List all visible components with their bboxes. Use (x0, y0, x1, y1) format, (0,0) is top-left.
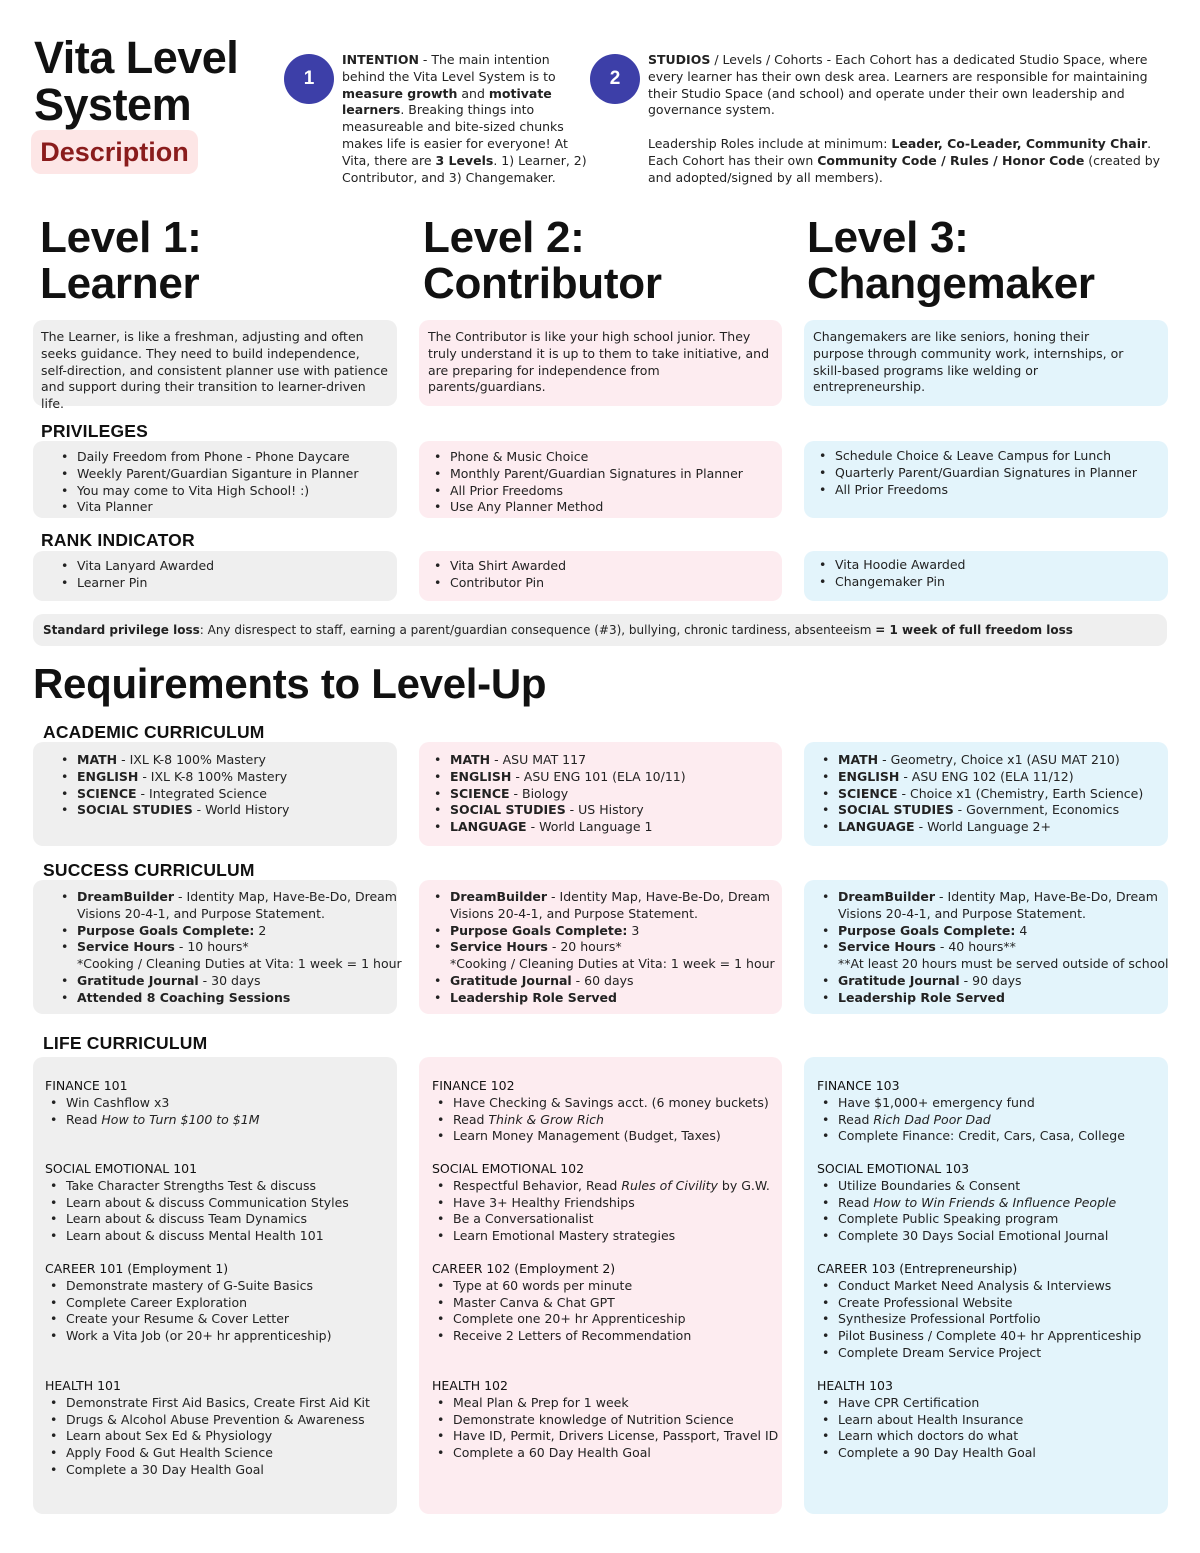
list-item: • Have 3+ Healthy Friendships (432, 1195, 770, 1212)
page-title (34, 34, 238, 128)
list-item: • Phone & Music Choice (429, 449, 778, 466)
career-102: CAREER 102 (Employment 2) • Type at 60 words per minute • Master Canva & Chat GPT • Complete one 20+ hr Apprenticeship • Receive 2 Letters of Recommendation (432, 1261, 691, 1345)
list-item: • All Prior Freedoms (814, 482, 1164, 499)
list-item: • Changemaker Pin (814, 574, 1164, 591)
list-item: • Receive 2 Letters of Recommendation (432, 1328, 691, 1345)
life-curriculum-heading: LIFE CURRICULUM (43, 1033, 208, 1053)
list-item: • Vita Lanyard Awarded (56, 558, 393, 575)
list-item: • Complete 30 Days Social Emotional Journal (817, 1228, 1116, 1245)
list-item: • Leadership Role Served (817, 990, 1166, 1007)
list-item: • MATH - ASU MAT 117 (429, 752, 778, 769)
social-emotional-101: SOCIAL EMOTIONAL 101 • Take Character Strengths Test & discuss • Learn about & discuss Communication Styles • Learn about & discuss Team Dynamics • Learn about & discuss Mental Health 101 (45, 1161, 349, 1245)
list-item: • Complete one 20+ hr Apprenticeship (432, 1311, 691, 1328)
social-emotional-102: SOCIAL EMOTIONAL 102 • Respectful Behavior, Read Rules of Civility by G.W. • Have 3+ Healthy Friendships • Be a Conversationalist • Learn Emotional Mastery strategies (432, 1161, 770, 1245)
title-line-2: System (34, 79, 192, 130)
list-item: • Learn about & discuss Team Dynamics (45, 1211, 349, 1228)
list-item: • Use Any Planner Method (429, 499, 778, 516)
level-1-life (33, 1057, 397, 1514)
level-3-success (804, 880, 1168, 1014)
list-item: • Learn about & discuss Mental Health 101 (45, 1228, 349, 1245)
list-item: • ENGLISH - IXL K-8 100% Mastery (56, 769, 393, 786)
list-item: • Read Rich Dad Poor Dad (817, 1112, 1125, 1129)
list-item: • Read How to Turn $100 to $1M (45, 1112, 260, 1129)
list-item: • Contributor Pin (429, 575, 778, 592)
list-item: • Monthly Parent/Guardian Signatures in Planner (429, 466, 778, 483)
title-line-1: Vita Level (34, 32, 239, 83)
list-item: • All Prior Freedoms (429, 483, 778, 500)
list-item: • Demonstrate mastery of G-Suite Basics (45, 1278, 331, 1295)
list-item: • Gratitude Journal - 90 days (817, 973, 1166, 990)
list-item: • DreamBuilder - Identity Map, Have-Be-Do, Dream Visions 20-4-1, and Purpose Statement. (429, 889, 780, 923)
list-item: • Have $1,000+ emergency fund (817, 1095, 1125, 1112)
list-item: • Learner Pin (56, 575, 393, 592)
list-item: • Type at 60 words per minute (432, 1278, 691, 1295)
list-item: • Create Professional Website (817, 1295, 1141, 1312)
list-item: • Schedule Choice & Leave Campus for Lunch (814, 448, 1164, 465)
description-label: Description (40, 137, 189, 167)
list-item: • SCIENCE - Integrated Science (56, 786, 393, 803)
list-item: • Drugs & Alcohol Abuse Prevention & Awareness (45, 1412, 370, 1429)
finance-103: FINANCE 103 • Have $1,000+ emergency fund • Read Rich Dad Poor Dad • Complete Finance: Credit, Cars, Casa, College (817, 1078, 1125, 1145)
finance-102: FINANCE 102 • Have Checking & Savings acct. (6 money buckets) • Read Think & Grow Rich • Learn Money Management (Budget, Taxes) (432, 1078, 769, 1145)
list-item: • Service Hours - 40 hours** **At least 20 hours must be served outside of school (817, 939, 1166, 973)
list-item: • LANGUAGE - World Language 2+ (817, 819, 1164, 836)
level-1-privileges (33, 441, 397, 518)
rank-indicator-heading: RANK INDICATOR (41, 530, 195, 550)
list-item: • Purpose Goals Complete: 2 (56, 923, 395, 940)
list-item: • Learn about Sex Ed & Physiology (45, 1428, 370, 1445)
level-2-life (419, 1057, 782, 1514)
list-item: • Meal Plan & Prep for 1 week (432, 1395, 778, 1412)
list-item: • Daily Freedom from Phone - Phone Daycare (56, 449, 393, 466)
level-2-rank (419, 551, 782, 601)
list-item: • You may come to Vita High School! :) (56, 483, 393, 500)
privilege-loss-note: Standard privilege loss: Any disrespect to staff, earning a parent/guardian consequence (#3), bullying, chronic tardiness, absenteeism = 1 week of full freedom loss (33, 614, 1167, 646)
list-item: • Learn about & discuss Communication Styles (45, 1195, 349, 1212)
list-item: • Learn which doctors do what (817, 1428, 1036, 1445)
intention-text: INTENTION - The main intention behind the Vita Level System is to measure growth and motivate learners. Breaking things into measureable and bite-sized chunks makes life is easier for everyone! At Vita, there are 3 Levels. 1) Learner, 2) Contributor, and 3) Changemaker. (342, 52, 587, 185)
level-1-title: Level 1: Learner (40, 213, 202, 308)
list-item: • Complete a 60 Day Health Goal (432, 1445, 778, 1462)
level-3-title: Level 3: Changemaker (807, 213, 1095, 308)
level-2-description: The Contributor is like your high school junior. They truly understand it is up to them to take initiative, and are preparing for independence from parents/guardians. (419, 320, 782, 406)
list-item: • ENGLISH - ASU ENG 101 (ELA 10/11) (429, 769, 778, 786)
level-2-success (419, 880, 782, 1014)
list-item: • Synthesize Professional Portfolio (817, 1311, 1141, 1328)
list-item: • MATH - Geometry, Choice x1 (ASU MAT 210) (817, 752, 1164, 769)
list-item: • SOCIAL STUDIES - World History (56, 802, 393, 819)
list-item: • Win Cashflow x3 (45, 1095, 260, 1112)
level-1-rank (33, 551, 397, 601)
level-1-success (33, 880, 402, 1014)
health-103: HEALTH 103 • Have CPR Certification • Learn about Health Insurance • Learn which doctors do what • Complete a 90 Day Health Goal (817, 1378, 1036, 1462)
list-item: • Vita Planner (56, 499, 393, 516)
list-item: • Complete Finance: Credit, Cars, Casa, College (817, 1128, 1125, 1145)
list-item: • SCIENCE - Choice x1 (Chemistry, Earth Science) (817, 786, 1164, 803)
level-3-academic (804, 742, 1168, 846)
list-item: • ENGLISH - ASU ENG 102 (ELA 11/12) (817, 769, 1164, 786)
number-badge-2: 2 (590, 54, 640, 104)
level-3-rank (804, 551, 1168, 601)
list-item: • Demonstrate First Aid Basics, Create First Aid Kit (45, 1395, 370, 1412)
list-item: • DreamBuilder - Identity Map, Have-Be-Do, Dream Visions 20-4-1, and Purpose Statement. (817, 889, 1166, 923)
health-101: HEALTH 101 • Demonstrate First Aid Basics, Create First Aid Kit • Drugs & Alcohol Abuse Prevention & Awareness • Learn about Sex Ed & Physiology • Apply Food & Gut Health Science • Complete a 30 Day Health Goal (45, 1378, 370, 1479)
level-1-academic (33, 742, 397, 846)
list-item: • Purpose Goals Complete: 3 (429, 923, 780, 940)
list-item: • Create your Resume & Cover Letter (45, 1311, 331, 1328)
list-item: • Quarterly Parent/Guardian Signatures in Planner (814, 465, 1164, 482)
social-emotional-103: SOCIAL EMOTIONAL 103 • Utilize Boundaries & Consent • Read How to Win Friends & Influence People • Complete Public Speaking program • Complete 30 Days Social Emotional Journal (817, 1161, 1116, 1245)
list-item: • Demonstrate knowledge of Nutrition Science (432, 1412, 778, 1429)
list-item: • Be a Conversationalist (432, 1211, 770, 1228)
list-item: • Complete Career Exploration (45, 1295, 331, 1312)
success-curriculum-heading: SUCCESS CURRICULUM (43, 860, 255, 880)
list-item: • Learn about Health Insurance (817, 1412, 1036, 1429)
list-item: • Leadership Role Served (429, 990, 780, 1007)
list-item: • Have Checking & Savings acct. (6 money buckets) (432, 1095, 769, 1112)
list-item: • Weekly Parent/Guardian Siganture in Planner (56, 466, 393, 483)
list-item: • Have CPR Certification (817, 1395, 1036, 1412)
list-item: • Vita Hoodie Awarded (814, 557, 1164, 574)
level-3-life (804, 1057, 1168, 1514)
list-item: • Pilot Business / Complete 40+ hr Apprenticeship (817, 1328, 1141, 1345)
list-item: • Work a Vita Job (or 20+ hr apprenticeship) (45, 1328, 331, 1345)
list-item: • Have ID, Permit, Drivers License, Passport, Travel ID (432, 1428, 778, 1445)
list-item: • MATH - IXL K-8 100% Mastery (56, 752, 393, 769)
level-1-description: The Learner, is like a freshman, adjusting and often seeks guidance. They need to build independence, self-direction, and consistent planner use with patience and support during their transition to learner-driven life. (33, 320, 397, 406)
list-item: • Vita Shirt Awarded (429, 558, 778, 575)
description-pill (31, 130, 198, 174)
list-item: • Learn Emotional Mastery strategies (432, 1228, 770, 1245)
level-2-academic (419, 742, 782, 846)
list-item: • Utilize Boundaries & Consent (817, 1178, 1116, 1195)
list-item: • Conduct Market Need Analysis & Interviews (817, 1278, 1141, 1295)
level-2-title: Level 2: Contributor (423, 213, 662, 308)
list-item: • Respectful Behavior, Read Rules of Civility by G.W. (432, 1178, 770, 1195)
studios-text: STUDIOS / Levels / Cohorts - Each Cohort has a dedicated Studio Space, where every learner has their own desk area. Learners are responsible for maintaining their Studio Space (and school) and operate under their own leadership and governance system. Leadership Roles include at minimum: Leader, Co-Leader, Community Chair. Each Cohort has their own Community Code / Rules / Honor Code (created by and adopted/signed by all members). (648, 52, 1161, 185)
requirements-heading: Requirements to Level-Up (33, 660, 547, 707)
level-3-privileges (804, 441, 1168, 518)
privileges-heading: PRIVILEGES (41, 421, 149, 441)
list-item: • Master Canva & Chat GPT (432, 1295, 691, 1312)
list-item: • Service Hours - 10 hours* *Cooking / Cleaning Duties at Vita: 1 week = 1 hour (56, 939, 395, 973)
list-item: • Read How to Win Friends & Influence People (817, 1195, 1116, 1212)
level-2-privileges (419, 441, 782, 518)
list-item: • Complete a 90 Day Health Goal (817, 1445, 1036, 1462)
list-item: • Take Character Strengths Test & discuss (45, 1178, 349, 1195)
studios-label: STUDIOS (648, 52, 711, 67)
number-badge-1: 1 (284, 54, 334, 104)
level-3-description: Changemakers are like seniors, honing their purpose through community work, internships, or skill-based programs like welding or entrepreneurship. (804, 320, 1168, 406)
list-item: • Gratitude Journal - 60 days (429, 973, 780, 990)
list-item: • Attended 8 Coaching Sessions (56, 990, 395, 1007)
list-item: • LANGUAGE - World Language 1 (429, 819, 778, 836)
academic-curriculum-heading: ACADEMIC CURRICULUM (43, 722, 265, 742)
list-item: • Purpose Goals Complete: 4 (817, 923, 1166, 940)
health-102: HEALTH 102 • Meal Plan & Prep for 1 week • Demonstrate knowledge of Nutrition Science • Have ID, Permit, Drivers License, Passport, Travel ID • Complete a 60 Day Health Goal (432, 1378, 778, 1462)
list-item: • Complete Public Speaking program (817, 1211, 1116, 1228)
finance-101: FINANCE 101 • Win Cashflow x3 • Read How to Turn $100 to $1M (45, 1078, 260, 1128)
career-103: CAREER 103 (Entrepreneurship) • Conduct Market Need Analysis & Interviews • Create Professional Website • Synthesize Professional Portfolio • Pilot Business / Complete 40+ hr Apprenticeship • Complete Dream Service Project (817, 1261, 1141, 1362)
list-item: • SOCIAL STUDIES - US History (429, 802, 778, 819)
list-item: • Apply Food & Gut Health Science (45, 1445, 370, 1462)
list-item: • SOCIAL STUDIES - Government, Economics (817, 802, 1164, 819)
list-item: • DreamBuilder - Identity Map, Have-Be-Do, Dream Visions 20-4-1, and Purpose Statement. (56, 889, 395, 923)
list-item: • Read Think & Grow Rich (432, 1112, 769, 1129)
list-item: • Complete Dream Service Project (817, 1345, 1141, 1362)
list-item: • Learn Money Management (Budget, Taxes) (432, 1128, 769, 1145)
list-item: • Gratitude Journal - 30 days (56, 973, 395, 990)
intention-label: INTENTION (342, 52, 419, 67)
list-item: • Service Hours - 20 hours* *Cooking / Cleaning Duties at Vita: 1 week = 1 hour (429, 939, 780, 973)
list-item: • SCIENCE - Biology (429, 786, 778, 803)
career-101: CAREER 101 (Employment 1) • Demonstrate mastery of G-Suite Basics • Complete Career Exploration • Create your Resume & Cover Letter • Work a Vita Job (or 20+ hr apprenticeship) (45, 1261, 331, 1345)
list-item: • Complete a 30 Day Health Goal (45, 1462, 370, 1479)
